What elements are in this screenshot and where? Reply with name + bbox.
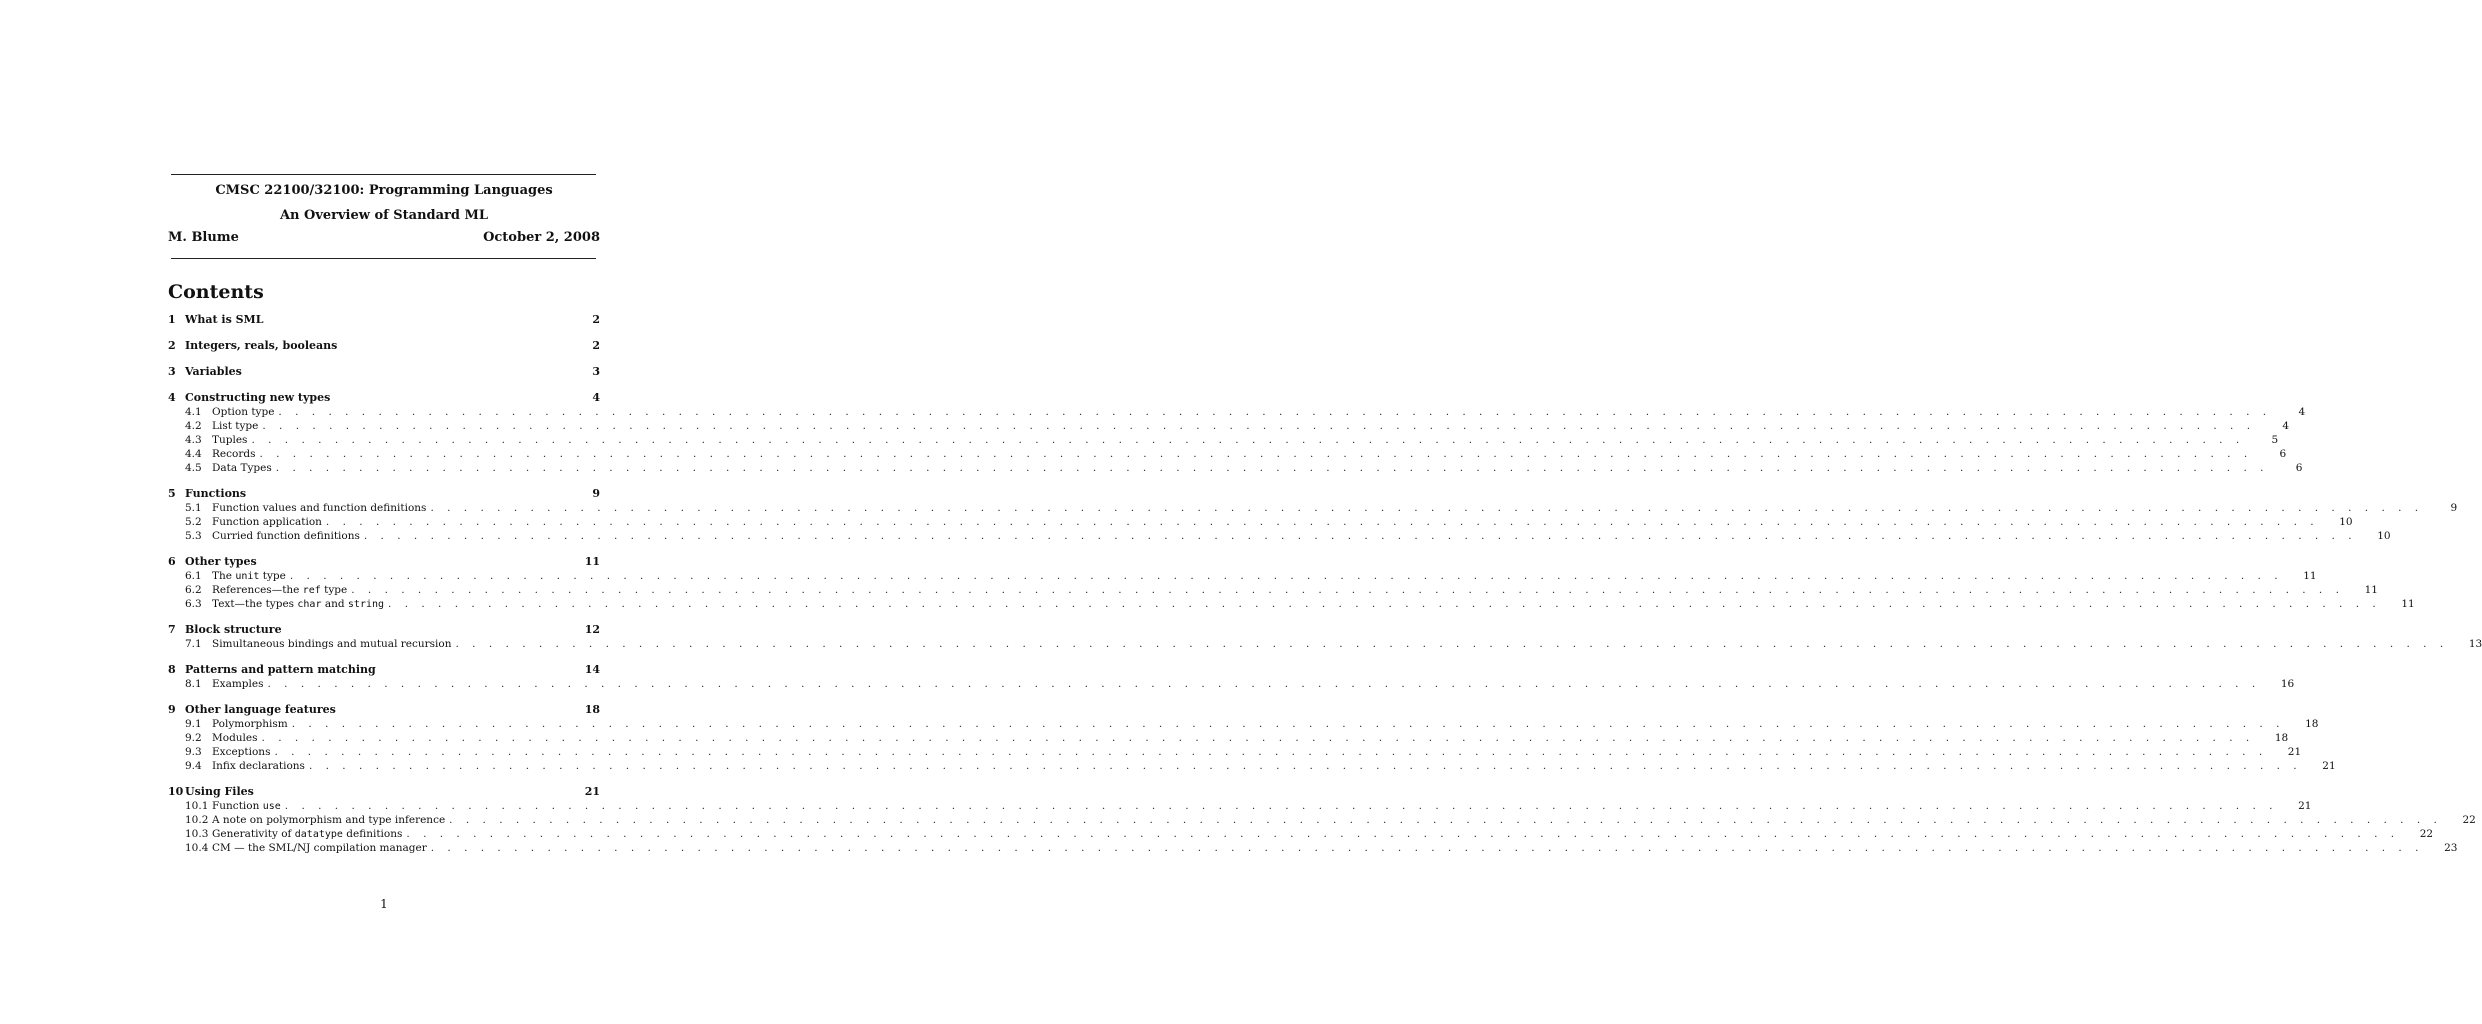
subsection-page: 11 xyxy=(2401,598,2415,610)
subsection-number: 9.1 xyxy=(185,718,202,730)
title-text: A note on polymorphism and type inference xyxy=(212,814,446,826)
title-text: Modules xyxy=(212,732,258,744)
dot-leader: . . . . . . . . . . . . . . . . . . . . . . . . . . . . . . . . . . . . . . . . . . . . . . . . . . . . . . . . . . . . . . . . . . . . . . . . . . . . . . . . . . . . . . . . . . . . . . . . . . . . . . . . . . . . . . . . . . . . . . . . xyxy=(291,718,2285,730)
subsection-page: 13 xyxy=(2468,638,2482,650)
title-text: Simultaneous bindings and mutual recursion xyxy=(212,638,452,650)
subsection-title xyxy=(212,419,258,433)
toc-section-entry[interactable] xyxy=(168,339,600,353)
section-page: 4 xyxy=(592,391,600,404)
subsection-title xyxy=(212,841,427,855)
toc-section-entry[interactable] xyxy=(168,785,600,799)
toc-subsection-entry[interactable] xyxy=(168,419,2290,433)
dot-leader: . . . . . . . . . . . . . . . . . . . . . . . . . . . . . . . . . . . . . . . . . . . . . . . . . . . . . . . . . . . . . . . . . . . . . . . . . . . . . . . . . . . . . . . . . . . . . . . . . . . . . . . . . . . . . . . . . . . . . . . . xyxy=(267,678,2261,690)
toc-section-entry[interactable] xyxy=(168,313,600,327)
subsection-number: 5.3 xyxy=(185,530,202,542)
subsection-number: 6.2 xyxy=(185,584,202,596)
toc-subsection-entry[interactable] xyxy=(168,515,2353,529)
subsection-title xyxy=(212,759,305,773)
subsection-number: 9.3 xyxy=(185,746,202,758)
toc-subsection-entry[interactable] xyxy=(168,447,2287,461)
code-keyword: use xyxy=(262,801,281,812)
author: M. Blume xyxy=(168,230,239,245)
subsection-number: 4.2 xyxy=(185,420,202,432)
dot-leader: . . . . . . . . . . . . . . . . . . . . . . . . . . . . . . . . . . . . . . . . . . . . . . . . . . . . . . . . . . . . . . . . . . . . . . . . . . . . . . . . . . . . . . . . . . . . . . . . . . . . . . . . . . . . . . . . . . . . . . . . xyxy=(284,800,2278,812)
subsection-page: 16 xyxy=(2280,678,2295,690)
section-page: 2 xyxy=(592,339,600,352)
toc-section xyxy=(168,339,600,353)
toc-subsection-entry[interactable] xyxy=(168,637,2482,651)
section-page: 14 xyxy=(584,663,600,676)
toc-section-entry[interactable] xyxy=(168,365,600,379)
toc-subsection-entry[interactable] xyxy=(168,813,2476,827)
course-title: CMSC 22100/32100: Programming Languages xyxy=(215,183,553,198)
subsection-page: 5 xyxy=(2271,434,2279,446)
section-title: Patterns and pattern matching xyxy=(185,663,376,676)
section-title: Variables xyxy=(185,365,242,378)
toc-section xyxy=(168,555,2415,611)
toc-subsection-entry[interactable] xyxy=(168,461,2303,475)
subsection-number: 9.4 xyxy=(185,760,202,772)
dot-leader: . . . . . . . . . . . . . . . . . . . . . . . . . . . . . . . . . . . . . . . . . . . . . . . . . . . . . . . . . . . . . . . . . . . . . . . . . . . . . . . . . . . . . . . . . . . . . . . . . . . . . . . . . . . . . . . . . . . . . . . . xyxy=(259,448,2253,460)
toc-subsection-entry[interactable] xyxy=(168,597,2415,611)
title-text: Records xyxy=(212,448,256,460)
subsection-title xyxy=(212,827,402,842)
subsection-page: 22 xyxy=(2462,814,2476,826)
dot-leader: . . . . . . . . . . . . . . . . . . . . . . . . . . . . . . . . . . . . . . . . . . . . . . . . . . . . . . . . . . . . . . . . . . . . . . . . . . . . . . . . . . . . . . . . . . . . . . . . . . . . . . . . . . . . . . . . . . . . . . . . xyxy=(430,502,2424,514)
toc-section xyxy=(168,703,2336,773)
section-page: 18 xyxy=(584,703,600,716)
section-number: 9 xyxy=(168,703,176,716)
code-keyword: unit xyxy=(235,571,260,582)
toc-section xyxy=(168,313,600,327)
toc-section-entry[interactable] xyxy=(168,623,600,637)
subsection-page: 4 xyxy=(2282,420,2290,432)
section-title: Constructing new types xyxy=(185,391,331,404)
section-page: 2 xyxy=(592,313,600,326)
subsection-number: 4.4 xyxy=(185,448,202,460)
subsection-page: 22 xyxy=(2419,828,2434,840)
subsection-page: 18 xyxy=(2305,718,2319,730)
toc-subsection-entry[interactable] xyxy=(168,433,2279,447)
dot-leader: . . . . . . . . . . . . . . . . . . . . . . . . . . . . . . . . . . . . . . . . . . . . . . . . . . . . . . . . . . . . . . . . . . . . . . . . . . . . . . . . . . . . . . . . . . . . . . . . . . . . . . . . . . . . . . . . . . . . . . . . xyxy=(455,638,2449,650)
toc-subsection-entry[interactable] xyxy=(168,759,2336,773)
toc-section xyxy=(168,365,600,379)
dot-leader: . . . . . . . . . . . . . . . . . . . . . . . . . . . . . . . . . . . . . . . . . . . . . . . . . . . . . . . . . . . . . . . . . . . . . . . . . . . . . . . . . . . . . . . . . . . . . . . . . . . . . . . . . . . . . . . . . . . . . . . . xyxy=(275,462,2269,474)
subsection-title xyxy=(212,745,270,759)
subsection-title xyxy=(212,597,384,612)
toc-section xyxy=(168,623,2482,651)
title-text: Function values and function definitions xyxy=(212,502,427,514)
date: October 2, 2008 xyxy=(483,230,600,245)
title-text: References—the xyxy=(212,584,303,596)
toc-subsection-entry[interactable] xyxy=(168,799,2312,813)
section-number: 10 xyxy=(168,785,184,798)
subsection-title xyxy=(212,717,288,731)
title-text: definitions xyxy=(342,828,403,840)
subsection-page: 21 xyxy=(2322,760,2336,772)
subsection-number: 10.3 xyxy=(185,828,209,840)
title-text: type xyxy=(320,584,348,596)
section-title: Other language features xyxy=(185,703,336,716)
dot-leader: . . . . . . . . . . . . . . . . . . . . . . . . . . . . . . . . . . . . . . . . . . . . . . . . . . . . . . . . . . . . . . . . . . . . . . . . . . . . . . . . . . . . . . . . . . . . . . . . . . . . . . . . . . . . . . . . . . . . . . . . xyxy=(261,732,2255,744)
title-text: CM — the SML/NJ compilation manager xyxy=(212,842,427,854)
subsection-title xyxy=(212,501,426,515)
section-title: What is SML xyxy=(185,313,264,326)
subsection-title xyxy=(212,447,255,461)
subsection-title xyxy=(212,813,445,827)
toc-subsection-entry[interactable] xyxy=(168,827,2434,841)
title-text: Exceptions xyxy=(212,746,271,758)
title-text: The xyxy=(212,570,236,582)
section-number: 8 xyxy=(168,663,176,676)
page-number: 1 xyxy=(380,897,388,911)
subsection-number: 10.1 xyxy=(185,800,209,812)
section-page: 11 xyxy=(584,555,600,568)
section-number: 6 xyxy=(168,555,176,568)
title-text: List type xyxy=(212,420,259,432)
title-text: Function application xyxy=(212,516,322,528)
subsection-title xyxy=(212,569,286,584)
code-keyword: ref xyxy=(302,585,321,596)
toc-subsection-entry[interactable] xyxy=(168,569,2317,583)
toc-section xyxy=(168,391,2306,475)
subsection-number: 7.1 xyxy=(185,638,202,650)
dot-leader: . . . . . . . . . . . . . . . . . . . . . . . . . . . . . . . . . . . . . . . . . . . . . . . . . . . . . . . . . . . . . . . . . . . . . . . . . . . . . . . . . . . . . . . . . . . . . . . . . . . . . . . . . . . . . . . . . . . . . . . . xyxy=(406,828,2400,840)
title-text: Generativity of xyxy=(212,828,295,840)
dot-leader: . . . . . . . . . . . . . . . . . . . . . . . . . . . . . . . . . . . . . . . . . . . . . . . . . . . . . . . . . . . . . . . . . . . . . . . . . . . . . . . . . . . . . . . . . . . . . . . . . . . . . . . . . . . . . . . . . . . . . . . . xyxy=(351,584,2344,596)
subsection-number: 4.1 xyxy=(185,406,202,418)
subsection-title xyxy=(212,405,274,419)
dot-leader: . . . . . . . . . . . . . . . . . . . . . . . . . . . . . . . . . . . . . . . . . . . . . . . . . . . . . . . . . . . . . . . . . . . . . . . . . . . . . . . . . . . . . . . . . . . . . . . . . . . . . . . . . . . . . . . . . . . . . . . . xyxy=(308,760,2302,772)
dot-leader: . . . . . . . . . . . . . . . . . . . . . . . . . . . . . . . . . . . . . . . . . . . . . . . . . . . . . . . . . . . . . . . . . . . . . . . . . . . . . . . . . . . . . . . . . . . . . . . . . . . . . . . . . . . . . . . . . . . . . . . . xyxy=(449,814,2442,826)
title-text: Examples xyxy=(212,678,264,690)
section-title: Other types xyxy=(185,555,257,568)
title-text: Tuples xyxy=(212,434,248,446)
section-page: 3 xyxy=(592,365,600,378)
toc-section xyxy=(168,663,2295,691)
dot-leader: . . . . . . . . . . . . . . . . . . . . . . . . . . . . . . . . . . . . . . . . . . . . . . . . . . . . . . . . . . . . . . . . . . . . . . . . . . . . . . . . . . . . . . . . . . . . . . . . . . . . . . . . . . . . . . . . . . . . . . . . xyxy=(278,406,2272,418)
title-text: Option type xyxy=(212,406,275,418)
dot-leader: . . . . . . . . . . . . . . . . . . . . . . . . . . . . . . . . . . . . . . . . . . . . . . . . . . . . . . . . . . . . . . . . . . . . . . . . . . . . . . . . . . . . . . . . . . . . . . . . . . . . . . . . . . . . . . . . . . . . . . . . xyxy=(289,570,2283,582)
toc-subsection-entry[interactable] xyxy=(168,745,2302,759)
subsection-page: 18 xyxy=(2274,732,2289,744)
toc-section-entry[interactable] xyxy=(168,703,600,717)
dot-leader: . . . . . . . . . . . . . . . . . . . . . . . . . . . . . . . . . . . . . . . . . . . . . . . . . . . . . . . . . . . . . . . . . . . . . . . . . . . . . . . . . . . . . . . . . . . . . . . . . . . . . . . . . . . . . . . . . . . . . . . . xyxy=(430,842,2424,854)
title-text: Text—the types xyxy=(212,598,298,610)
dot-leader: . . . . . . . . . . . . . . . . . . . . . . . . . . . . . . . . . . . . . . . . . . . . . . . . . . . . . . . . . . . . . . . . . . . . . . . . . . . . . . . . . . . . . . . . . . . . . . . . . . . . . . . . . . . . . . . . . . . . . . . . xyxy=(388,598,2381,610)
section-title: Integers, reals, booleans xyxy=(185,339,338,352)
subsection-number: 9.2 xyxy=(185,732,202,744)
subsection-title xyxy=(212,461,272,475)
toc-section xyxy=(168,785,2476,855)
subsection-title xyxy=(212,583,347,598)
title-text: type xyxy=(259,570,286,582)
section-number: 3 xyxy=(168,365,176,378)
title-text: Data Types xyxy=(212,462,272,474)
subsection-number: 5.1 xyxy=(185,502,202,514)
dot-leader: . . . . . . . . . . . . . . . . . . . . . . . . . . . . . . . . . . . . . . . . . . . . . . . . . . . . . . . . . . . . . . . . . . . . . . . . . . . . . . . . . . . . . . . . . . . . . . . . . . . . . . . . . . . . . . . . . . . . . . . . xyxy=(262,420,2256,432)
code-keyword: datatype xyxy=(294,829,343,840)
toc-subsection-entry[interactable] xyxy=(168,717,2319,731)
subsection-title xyxy=(212,677,264,691)
section-title: Using Files xyxy=(185,785,254,798)
subsection-page: 6 xyxy=(2295,462,2303,474)
toc-subsection-entry[interactable] xyxy=(168,841,2458,855)
toc-section-entry[interactable] xyxy=(168,487,600,501)
toc-section xyxy=(168,487,2458,543)
contents-heading: Contents xyxy=(168,281,264,303)
section-number: 4 xyxy=(168,391,176,404)
toc-subsection-entry[interactable] xyxy=(168,501,2458,515)
document-subtitle: An Overview of Standard ML xyxy=(279,208,489,223)
title-text: and xyxy=(321,598,348,610)
subsection-title xyxy=(212,731,258,745)
subsection-title xyxy=(212,637,452,651)
subsection-title xyxy=(212,799,281,814)
toc-subsection-entry[interactable] xyxy=(168,405,2306,419)
section-page: 12 xyxy=(584,623,600,636)
table-of-contents xyxy=(168,313,2482,867)
section-page: 21 xyxy=(584,785,600,798)
subsection-number: 4.3 xyxy=(185,434,202,446)
title-text: Curried function definitions xyxy=(212,530,360,542)
section-number: 5 xyxy=(168,487,176,500)
subsection-number: 10.4 xyxy=(185,842,209,854)
toc-section-entry[interactable] xyxy=(168,391,600,405)
subsection-page: 21 xyxy=(2298,800,2312,812)
subsection-page: 4 xyxy=(2298,406,2306,418)
section-title: Functions xyxy=(185,487,247,500)
code-keyword: char xyxy=(297,599,322,610)
toc-subsection-entry[interactable] xyxy=(168,583,2378,597)
section-number: 2 xyxy=(168,339,176,352)
subsection-number: 6.1 xyxy=(185,570,202,582)
dot-leader: . . . . . . . . . . . . . . . . . . . . . . . . . . . . . . . . . . . . . . . . . . . . . . . . . . . . . . . . . . . . . . . . . . . . . . . . . . . . . . . . . . . . . . . . . . . . . . . . . . . . . . . . . . . . . . . . . . . . . . . . xyxy=(251,434,2245,446)
bottom-rule xyxy=(171,258,596,259)
subsection-page: 11 xyxy=(2303,570,2317,582)
section-page: 9 xyxy=(592,487,600,500)
section-number: 7 xyxy=(168,623,176,636)
toc-subsection-entry[interactable] xyxy=(168,529,2391,543)
subsection-page: 11 xyxy=(2364,584,2378,596)
subsection-page: 23 xyxy=(2444,842,2458,854)
subsection-title xyxy=(212,433,247,447)
toc-section-entry[interactable] xyxy=(168,555,600,569)
section-number: 1 xyxy=(168,313,176,326)
section-title: Block structure xyxy=(185,623,282,636)
subsection-number: 6.3 xyxy=(185,598,202,610)
subsection-number: 10.2 xyxy=(185,814,209,826)
subsection-page: 10 xyxy=(2377,530,2391,542)
subsection-page: 21 xyxy=(2287,746,2302,758)
subsection-page: 6 xyxy=(2279,448,2287,460)
subsection-page: 9 xyxy=(2450,502,2458,514)
dot-leader: . . . . . . . . . . . . . . . . . . . . . . . . . . . . . . . . . . . . . . . . . . . . . . . . . . . . . . . . . . . . . . . . . . . . . . . . . . . . . . . . . . . . . . . . . . . . . . . . . . . . . . . . . . . . . . . . . . . . . . . . xyxy=(325,516,2319,528)
dot-leader: . . . . . . . . . . . . . . . . . . . . . . . . . . . . . . . . . . . . . . . . . . . . . . . . . . . . . . . . . . . . . . . . . . . . . . . . . . . . . . . . . . . . . . . . . . . . . . . . . . . . . . . . . . . . . . . . . . . . . . . . xyxy=(274,746,2268,758)
title-text: Function xyxy=(212,800,263,812)
title-text: Infix declarations xyxy=(212,760,305,772)
subsection-number: 5.2 xyxy=(185,516,202,528)
subsection-number: 8.1 xyxy=(185,678,202,690)
subsection-page: 10 xyxy=(2339,516,2353,528)
toc-section-entry[interactable] xyxy=(168,663,600,677)
code-keyword: string xyxy=(347,599,385,610)
toc-subsection-entry[interactable] xyxy=(168,731,2289,745)
subsection-title xyxy=(212,515,322,529)
toc-subsection-entry[interactable] xyxy=(168,677,2295,691)
subsection-title xyxy=(212,529,360,543)
dot-leader: . . . . . . . . . . . . . . . . . . . . . . . . . . . . . . . . . . . . . . . . . . . . . . . . . . . . . . . . . . . . . . . . . . . . . . . . . . . . . . . . . . . . . . . . . . . . . . . . . . . . . . . . . . . . . . . . . . . . . . . . xyxy=(363,530,2357,542)
subsection-number: 4.5 xyxy=(185,462,202,474)
top-rule xyxy=(171,174,596,175)
title-text: Polymorphism xyxy=(212,718,288,730)
